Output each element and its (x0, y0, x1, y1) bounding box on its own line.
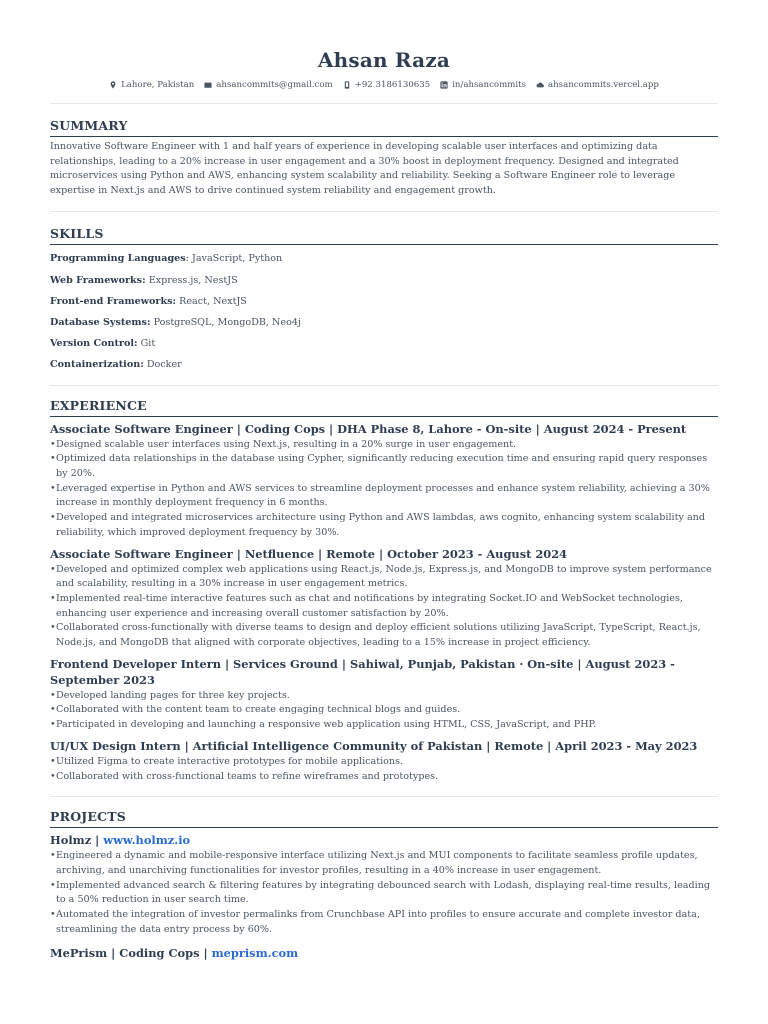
job-entry (50, 546, 718, 651)
linkedin-text[interactable]: in/ahsancommits (452, 80, 526, 90)
email-text[interactable]: ahsancommits@gmail.com (216, 80, 333, 90)
experience-section (50, 398, 718, 785)
job-bullets (50, 438, 718, 541)
bullet-item: • Developed landing pages for three key projects. (50, 689, 718, 704)
job-entry (50, 738, 718, 784)
bullet-item: • Designed scalable user interfaces using Next.js, resulting in a 20% surge in user engagement. (50, 438, 718, 453)
projects-section (50, 809, 718, 961)
header-divider (50, 103, 718, 104)
bullet-item: • Participated in developing and launching a responsive web application using HTML, CSS, JavaScript, and PHP. (50, 718, 718, 733)
project-bullets (50, 849, 718, 937)
candidate-name: Ahsan Raza (317, 48, 451, 72)
skills-list (50, 248, 718, 375)
linkedin-icon (440, 81, 448, 89)
location-text: Lahore, Pakistan (121, 80, 195, 90)
website-text[interactable]: ahsancommits.vercel.app (548, 80, 659, 90)
experience-divider (50, 796, 718, 797)
bullet-item: • Collaborated with the content team to create engaging technical blogs and guides. (50, 703, 718, 718)
job-bullets (50, 563, 718, 651)
location-pin-icon (109, 81, 117, 89)
project-name: Holmz | (50, 833, 104, 848)
skill-label: Web Frameworks: (50, 274, 146, 286)
project-entry (50, 945, 718, 961)
skill-label: Version Control: (50, 338, 138, 350)
job-bullets (50, 689, 718, 733)
skill-row (50, 333, 718, 354)
phone-icon (343, 81, 351, 89)
contact-phone[interactable] (343, 78, 431, 92)
bullet-item: • Collaborated with cross-functional teams to refine wireframes and prototypes. (50, 770, 718, 785)
skill-label: Front-end Frameworks: (50, 295, 177, 307)
project-name: MePrism | Coding Cops | (50, 946, 212, 961)
skill-label: Database Systems: (50, 316, 151, 328)
summary-heading: SUMMARY (50, 118, 718, 137)
bullet-item: • Utilized Figma to create interactive prototypes for mobile applications. (50, 755, 718, 770)
skill-value: Docker (146, 359, 182, 371)
job-heading: Associate Software Engineer | Coding Cops | DHA Phase 8, Lahore - On-site | August 2024 - Present (50, 421, 687, 436)
skills-heading: SKILLS (50, 226, 718, 245)
job-heading: UI/UX Design Intern | Artificial Intelligence Community of Pakistan | Remote | April 2023 - May 2023 (50, 738, 698, 753)
summary-section (50, 118, 718, 198)
bullet-item: • Implemented advanced search & filtering features by integrating debounced search with Lodash, displaying real-time results, leading to a 50% reduction in user search time. (50, 879, 718, 908)
skill-value: Express.js, NestJS (148, 274, 238, 286)
bullet-item: • Implemented real-time interactive features such as chat and notifications by integrating Socket.IO and WebSocket technologies, enhancing user experience and increasing overall customer satisfaction by 20%. (50, 592, 718, 621)
project-entry (50, 832, 718, 937)
skill-value: Git (140, 338, 156, 350)
projects-heading: PROJECTS (50, 809, 718, 828)
bullet-item: • Optimized data relationships in the database using Cypher, significantly reducing execution time and ensuring rapid query responses by 20%. (50, 452, 718, 481)
bullet-item: • Engineered a dynamic and mobile-responsive interface utilizing Next.js and MUI components to facilitate seamless profile updates, archiving, and unarchiving functionalities for investor profiles, resulting in a 40% increase in user engagement. (50, 849, 718, 878)
skill-label: Containerization: (50, 359, 144, 371)
bullet-item: • Collaborated cross-functionally with diverse teams to design and deploy efficient solutions utilizing JavaScript, TypeScript, React.js, Node.js, and MongoDB that aligned with corporate objectives, leading to a 15% increase in project efficiency. (50, 621, 718, 650)
project-heading (50, 832, 718, 848)
skill-value: PostgreSQL, MongoDB, Neo4j (153, 316, 301, 328)
cloud-icon (536, 81, 544, 89)
project-heading (50, 945, 718, 961)
bullet-item: • Leveraged expertise in Python and AWS services to streamline deployment processes and enhance system reliability, achieving a 30% increase in monthly deployment frequency in 6 months. (50, 482, 718, 511)
envelope-icon (204, 81, 212, 89)
contact-website[interactable] (536, 78, 659, 92)
skills-section (50, 226, 718, 375)
skill-row (50, 248, 718, 269)
bullet-item: • Developed and integrated microservices architecture using Python and AWS lambdas, aws cognito, enhancing system scalability and reliability, which improved deployment frequency by 30%. (50, 511, 718, 540)
summary-divider (50, 211, 718, 212)
summary-text: Innovative Software Engineer with 1 and half years of experience in developing scalable user interfaces and optimizing data relationships, leading to a 20% increase in user engagement and a 30% boost in deployment frequency. Designed and integrated microservices using Python and AWS, enhancing system scalability and reliability. Seeking a Software Engineer role to leverage expertise in Next.js and AWS to drive continued system reliability and engagement growth. (50, 141, 679, 196)
contact-bar (50, 78, 718, 92)
job-entry (50, 421, 718, 541)
contact-email[interactable] (204, 78, 332, 92)
bullet-item: • Developed and optimized complex web applications using React.js, Node.js, Express.js, and MongoDB to improve system performance and scalability, resulting in a 30% increase in user engagement metrics. (50, 563, 718, 592)
bullet-item: • Automated the integration of investor permalinks from Crunchbase API into profiles to ensure accurate and complete investor data, streamlining the data entry process by 60%. (50, 908, 718, 937)
skill-value: JavaScript, Python (191, 253, 283, 265)
contact-linkedin[interactable] (440, 78, 526, 92)
phone-text[interactable]: +92 3186130635 (354, 80, 431, 90)
job-entry (50, 656, 718, 733)
skill-separator: : (185, 253, 192, 265)
skill-row (50, 312, 718, 333)
skills-divider (50, 385, 718, 386)
project-link[interactable]: meprism.com (211, 946, 299, 961)
experience-heading: EXPERIENCE (50, 398, 718, 417)
job-heading: Associate Software Engineer | Netfluence | Remote | October 2023 - August 2024 (50, 546, 568, 561)
skill-label: Programming Languages (50, 253, 186, 265)
job-heading: Frontend Developer Intern | Services Ground | Sahiwal, Punjab, Pakistan · On-site | August 2023 - September 2023 (50, 656, 675, 687)
job-bullets (50, 755, 718, 784)
contact-location (109, 78, 194, 92)
skill-row (50, 291, 718, 312)
skill-row (50, 270, 718, 291)
skill-row (50, 354, 718, 375)
skill-value: React, NextJS (179, 295, 247, 307)
project-link[interactable]: www.holmz.io (103, 833, 191, 848)
